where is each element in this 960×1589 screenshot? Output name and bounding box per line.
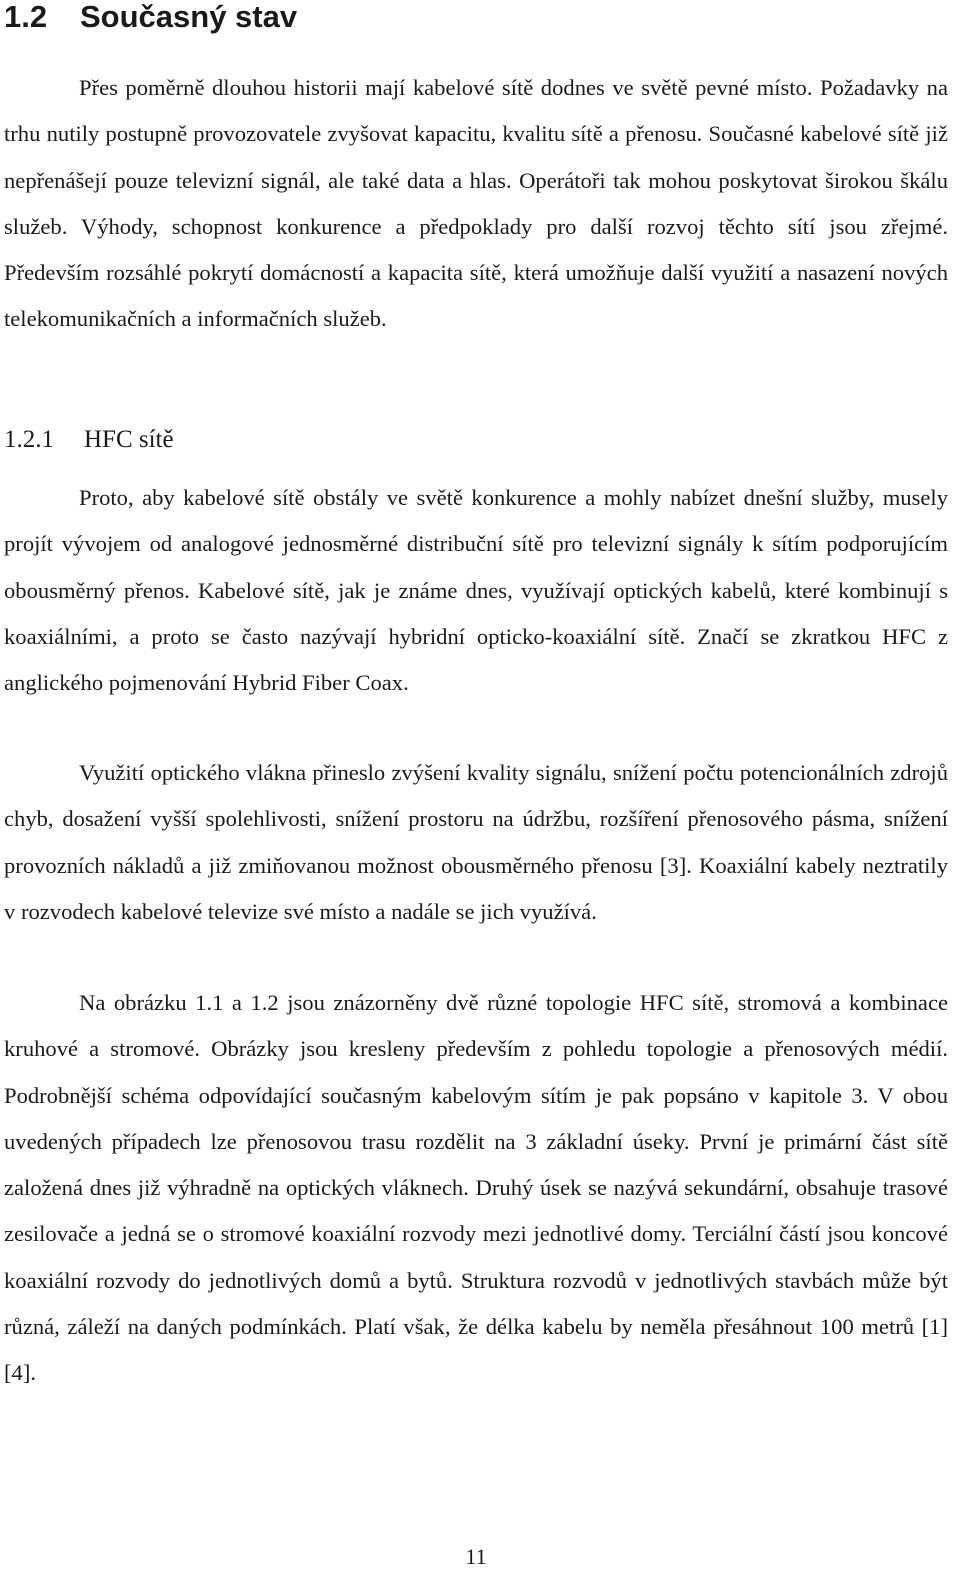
- page-number: 11: [465, 1544, 487, 1569]
- section-heading: [4, 0, 297, 34]
- subsection-heading: [4, 420, 174, 460]
- paragraph-hfc-evolution: Proto, aby kabelové sítě obstály ve světě konkurence a mohly nabízet dnešní služby, musely projít vývojem od analogové jednosměrné distribuční sítě pro televizní signály k sítím podporujícím obousměrný přenos. Kabelové sítě, jak je známe dnes, využívají optických kabelů, které kombinují s koaxiálními, a proto se často nazývají hybridní opticko-koaxiální sítě. Značí se zkratkou HFC z anglického pojmenování Hybrid Fiber Coax.: [4, 485, 948, 696]
- subsection-number: 1.2.1: [4, 426, 54, 453]
- paragraph-topologies: Na obrázku 1.1 a 1.2 jsou znázorněny dvě různé topologie HFC sítě, stromová a kombinace kruhové a stromové. Obrázky jsou kresleny především z pohledu topologie a přenosových médií. Podrobnější schéma odpovídající současným kabelovým sítím je pak popsáno v kapitole 3. V obou uvedených případech lze přenosovou trasu rozdělit na 3 základní úseky. První je primární část sítě založená dnes již výhradně na optických vláknech. Druhý úsek se nazývá sekundární, obsahuje trasové zesilovače a jedná se o stromové koaxiální rozvody mezi jednotlivé domy. Terciální částí jsou koncové koaxiální rozvody do jednotlivých domů a bytů. Struktura rozvodů v jednotlivých stavbách může být různá, záleží na daných podmínkách. Platí však, že délka kabelu by neměla přesáhnout 100 metrů [1][4].: [4, 990, 948, 1386]
- subsection-title: HFC sítě: [84, 426, 174, 453]
- section-title: Současný stav: [80, 0, 298, 34]
- paragraph-fiber-benefits: Využití optického vlákna přineslo zvýšení kvality signálu, snížení počtu potencionálních zdrojů chyb, dosažení vyšší spolehlivosti, snížení prostoru na údržbu, rozšíření přenosového pásma, snížení provozních nákladů a již zmiňovanou možnost obousměrného přenosu [3]. Koaxiální kabely neztratily v rozvodech kabelové televize své místo a nadále se jich využívá.: [4, 760, 948, 924]
- section-number: 1.2: [4, 0, 48, 34]
- paragraph-intro: Přes poměrně dlouhou historii mají kabelové sítě dodnes ve světě pevné místo. Požadavky na trhu nutily postupně provozovatele zvyšovat kapacitu, kvalitu sítě a přenosu. Současné kabelové sítě již nepřenášejí pouze televizní signál, ale také data a hlas. Operátoři tak mohou poskytovat širokou škálu služeb. Výhody, schopnost konkurence a předpoklady pro další rozvoj těchto sítí jsou zřejmé. Především rozsáhlé pokrytí domácností a kapacita sítě, která umožňuje další využití a nasazení nových telekomunikačních a informačních služeb.: [4, 75, 948, 332]
